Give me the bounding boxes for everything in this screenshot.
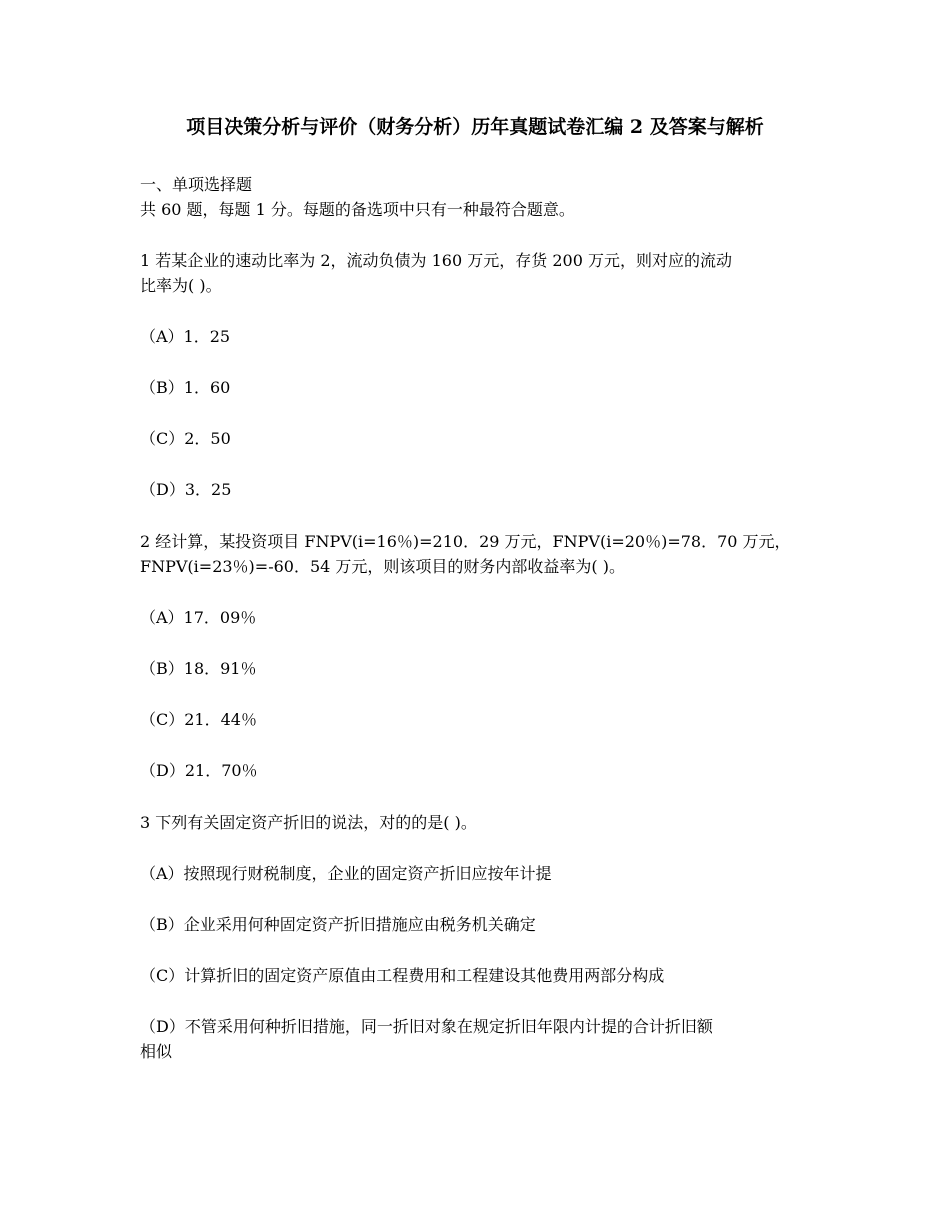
question-2-stem-line-2: FNPV(i=23％)=-60．54 万元，则该项目的财务内部收益率为( )。: [140, 557, 625, 576]
question-3-option-c: （C）计算折旧的固定资产原值由工程费用和工程建设其他费用两部分构成: [140, 966, 665, 985]
question-2-option-a: （A）17．09％: [140, 608, 257, 627]
section-heading: 一、单项选择题: [140, 175, 253, 194]
question-2-option-b: （B）18．91％: [140, 659, 257, 678]
question-2-option-d: （D）21．70％: [140, 761, 258, 780]
question-2-option-c: （C）21．44％: [140, 710, 257, 729]
question-1-stem-line-1: 1 若某企业的速动比率为 2，流动负债为 160 万元，存货 200 万元，则对应的流动: [140, 251, 732, 270]
section-instruction: 共 60 题，每题 1 分。每题的备选项中只有一种最符合题意。: [140, 200, 575, 219]
question-2-stem-line-1: 2 经计算，某投资项目 FNPV(i=16％)=210．29 万元，FNPV(i=20％)=78．70 万元，: [140, 532, 791, 551]
question-3-option-b: （B）企业采用何种固定资产折旧措施应由税务机关确定: [140, 915, 536, 934]
question-1-stem-line-2: 比率为( )。: [140, 276, 222, 295]
question-3-option-d-line-1: （D）不管采用何种折旧措施，同一折旧对象在规定折旧年限内计提的合计折旧额: [140, 1017, 713, 1036]
question-1-option-d: （D）3．25: [140, 480, 232, 499]
question-1-option-a: （A）1．25: [140, 327, 231, 346]
question-1-option-c: （C）2．50: [140, 429, 231, 448]
document-title: 项目决策分析与评价（财务分析）历年真题试卷汇编 2 及答案与解析: [186, 116, 764, 138]
question-3-option-d-line-2: 相似: [140, 1042, 173, 1061]
question-3-stem: 3 下列有关固定资产折旧的说法，对的的是( )。: [140, 813, 477, 832]
question-1-option-b: （B）1．60: [140, 378, 231, 397]
question-3-option-a: （A）按照现行财税制度，企业的固定资产折旧应按年计提: [140, 864, 552, 883]
